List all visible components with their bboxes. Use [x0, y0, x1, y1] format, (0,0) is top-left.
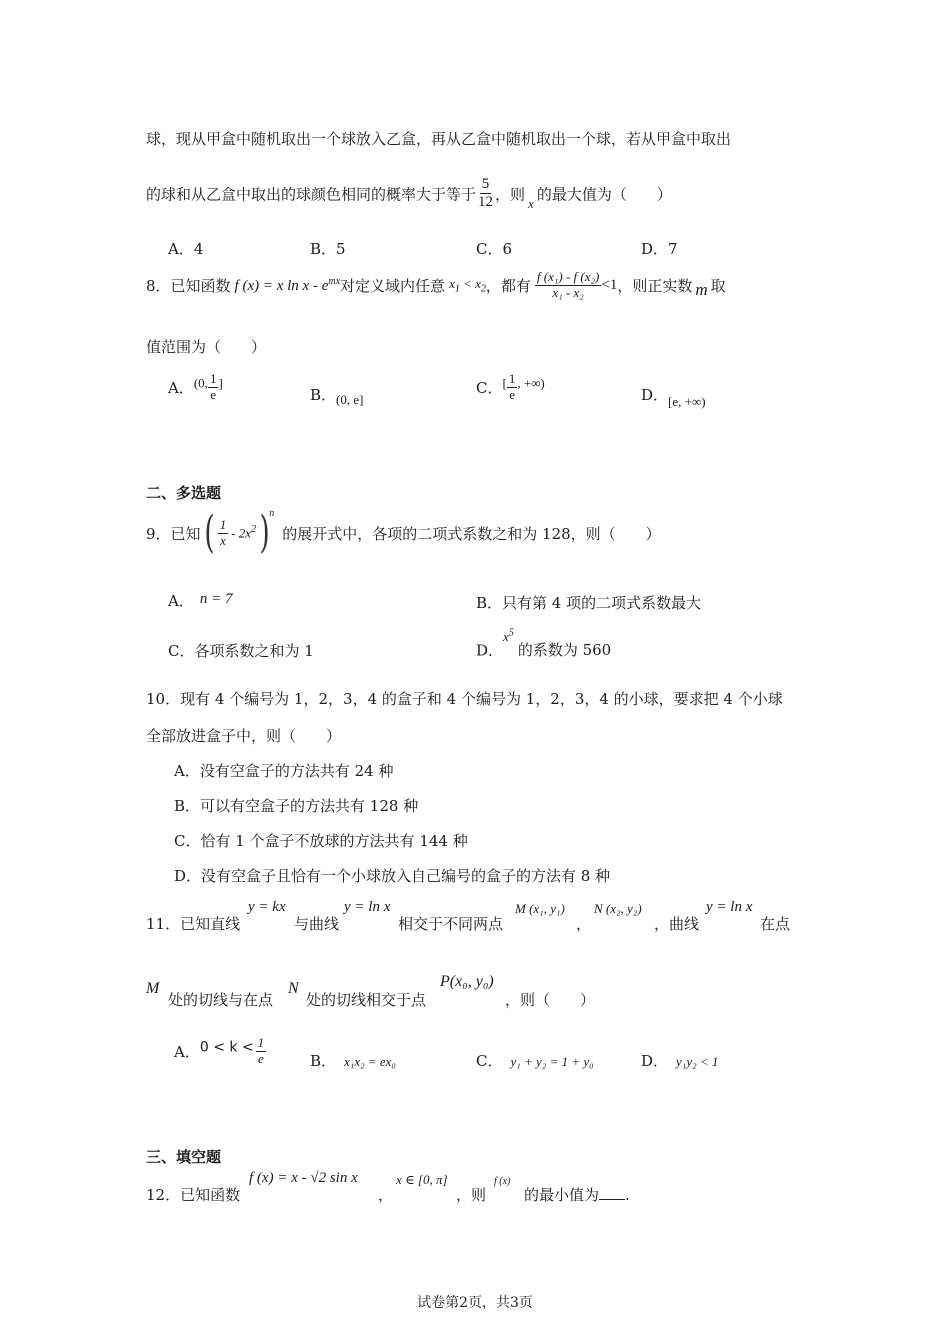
q8-option-c[interactable]: C．[ $\frac{1}{e}$ , +∞): [476, 371, 545, 402]
q8-comma: ，都有: [485, 276, 531, 295]
q11-comma: ，: [576, 915, 592, 933]
q7-line2-end: 的最大值为（ ）: [536, 185, 672, 204]
q11-option-c[interactable]: C． y₁ + y₂ = 1 + y₀: [476, 1052, 594, 1070]
q11-text6: 处的切线相交于点: [306, 991, 427, 1009]
q9-number: 9．已知: [146, 524, 201, 543]
q8-tail2: 取: [710, 276, 726, 295]
q11-n2: N: [288, 980, 299, 997]
q11-number: 11．已知直线: [146, 915, 241, 933]
q11-point-n: N (x₂, y₂): [594, 901, 642, 916]
q7-fraction: $\frac{5}{12}$: [478, 176, 494, 211]
q10-option-a[interactable]: A．没有空盒子的方法共有 24 种: [174, 762, 394, 780]
q10-line1: 10．现有 4 个编号为 1，2，3，4 的盒子和 4 个编号为 1，2，3，4 的小球，要求把 4 个小球: [146, 690, 783, 708]
q9-line: [146, 508, 661, 558]
section-fill-blank-title: 三、填空题: [146, 1148, 222, 1166]
q11-option-b[interactable]: B． x₁x₂ = ex₀: [310, 1052, 396, 1070]
q11-text1: 与曲线: [294, 915, 340, 933]
q8-line2: 值范围为（ ）: [146, 338, 267, 356]
q7-option-a[interactable]: A．4: [168, 240, 204, 258]
q12-fx: f (x): [494, 1176, 511, 1187]
q11-text4: 在点: [760, 915, 791, 933]
q7-option-b[interactable]: B．5: [310, 240, 346, 258]
q8-option-a[interactable]: A．(0, $\frac{1}{e}$ ]: [168, 371, 223, 402]
q7-line2-then: ，则: [495, 185, 526, 204]
q11-point-m: M (x₁, y₁): [515, 901, 565, 916]
q11-point-p: P(x₀, y₀): [440, 973, 494, 990]
q8-tail: ，则正实数: [617, 276, 693, 295]
q9-power: n: [269, 508, 275, 519]
q8-fraction: $\frac{\text{f (x₁) - f (x₂)}}{\text{x₁ - x₂}}$: [536, 269, 600, 300]
q11-text2: 相交于不同两点: [398, 915, 504, 933]
q12-text2: 的最小值为 .: [524, 1186, 630, 1204]
q8-lt1: <1: [601, 276, 618, 293]
q12-domain: x ∈ [0, π]: [396, 1172, 448, 1187]
q9-right-paren: ): [259, 507, 270, 558]
q8-condition: $x_1 < x_2$: [449, 276, 486, 295]
q9-option-d[interactable]: D．$x^5$的系数为 560: [476, 628, 612, 660]
q7-line1: 球，现从甲盒中随机取出一个球放入乙盒，再从乙盒中随机取出一个球，若从甲盒中取出: [146, 130, 732, 148]
q9-rest: 的展开式中，各项的二项式系数之和为 128，则（ ）: [282, 524, 661, 543]
q9-minus-term: - $2x^2$: [231, 524, 257, 541]
q12-answer-blank[interactable]: [599, 1185, 625, 1200]
q11-option-a[interactable]: A．0 < k < $\frac{1}{e}$: [174, 1035, 265, 1066]
q10-option-b[interactable]: B．可以有空盒子的方法共有 128 种: [174, 797, 419, 815]
q7-line2-text: 的球和从乙盒中取出的球颜色相同的概率大于等于: [146, 185, 477, 204]
q12-text1: ，则: [456, 1186, 487, 1204]
q11-option-d[interactable]: D． y₁y₂ < 1: [641, 1052, 719, 1070]
q11-line-eq: y = kx: [248, 899, 286, 915]
q9-option-b[interactable]: B．只有第 4 项的二项式系数最大: [476, 594, 702, 612]
q10-option-d[interactable]: D．没有空盒子且恰有一个小球放入自己编号的盒子的方法有 8 种: [174, 867, 611, 885]
q9-option-a[interactable]: A． n = 7: [168, 591, 233, 610]
q12-comma: ，: [378, 1186, 394, 1204]
q10-option-c[interactable]: C．恰有 1 个盒子不放球的方法共有 144 种: [174, 832, 468, 850]
q11-curve: y = ln x: [344, 899, 391, 915]
q9-left-paren: (: [203, 507, 215, 558]
q11-text7: ，则（ ）: [505, 991, 596, 1009]
q8-mid: 对定义域内任意: [340, 276, 446, 295]
section-multiple-choice-title: 二、多选题: [146, 484, 222, 502]
page-footer: 试卷第2页，共3页: [417, 1295, 533, 1311]
q8-var-m: m: [695, 280, 708, 300]
q9-option-c[interactable]: C．各项系数之和为 1: [168, 642, 314, 660]
q8-line1: [146, 270, 726, 301]
q11-text5: 处的切线与在点: [168, 991, 274, 1009]
q12-function: f (x) = x - √2 sin x: [249, 1170, 358, 1186]
q7-option-d[interactable]: D．7: [641, 240, 678, 258]
q7-option-c[interactable]: C．6: [476, 240, 513, 258]
q10-line2: 全部放进盒子中，则（ ）: [146, 727, 342, 745]
q11-curve2: y = ln x: [706, 899, 753, 915]
q8-number: 8．已知函数: [146, 276, 231, 295]
q12-number: 12．已知函数: [146, 1186, 241, 1204]
q7-var-x: x: [528, 195, 534, 211]
q8-option-b[interactable]: B．(0, e]: [310, 386, 364, 407]
q11-text3: ，曲线: [654, 915, 700, 933]
q8-function: f (x) = x ln x - $e^{mx}$: [234, 275, 341, 294]
q8-option-d[interactable]: D．[e, +∞): [641, 386, 706, 409]
q9-fraction: $\frac{1}{x}$: [219, 516, 227, 548]
q11-m2: M: [146, 980, 160, 997]
q7-line2: [146, 176, 672, 212]
